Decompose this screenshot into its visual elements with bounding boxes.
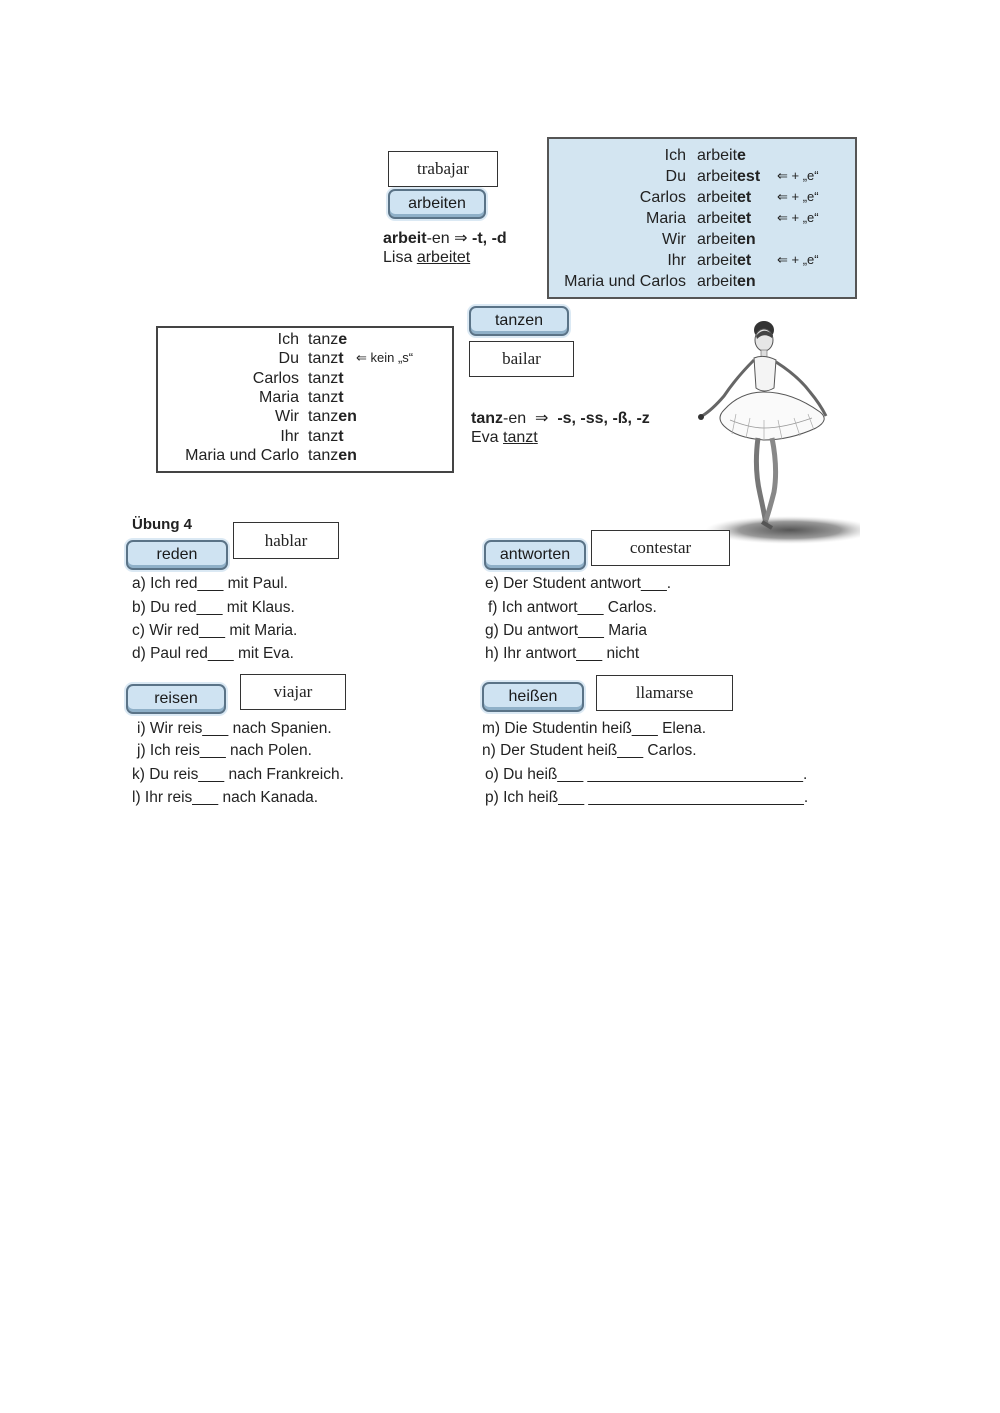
exercise-line-b: b) Du red___ mit Klaus. bbox=[132, 599, 295, 616]
exercise-line-m: m) Die Studentin heiß___ Elena. bbox=[482, 720, 707, 737]
exercise-line-p: p) Ich heiß___ _________________________. bbox=[485, 789, 809, 806]
pronoun: Du bbox=[278, 350, 299, 368]
rule-ending: -en bbox=[503, 410, 527, 427]
exercise-line-f: f) Ich antwort___ Carlos. bbox=[488, 599, 657, 616]
translation-box-bailar[interactable]: bailar bbox=[469, 341, 574, 377]
exercise-line-o: o) Du heiß___ _________________________. bbox=[485, 766, 808, 783]
example-arbeiten bbox=[383, 249, 470, 267]
rule-tanzen bbox=[471, 408, 650, 428]
rule-note: ⇐ + „e“ bbox=[777, 189, 819, 204]
pronoun: Du bbox=[665, 168, 686, 185]
conjugation-row bbox=[549, 252, 855, 273]
conjugation-row bbox=[549, 273, 855, 294]
verb-form: arbeitet bbox=[697, 210, 752, 227]
translation-box-llamarse[interactable]: llamarse bbox=[596, 675, 733, 711]
verb-label-tanzen: tanzen bbox=[469, 306, 569, 336]
rule-result: -t, -d bbox=[472, 230, 507, 247]
pronoun: Maria bbox=[258, 388, 299, 406]
verb-label-reisen: reisen bbox=[126, 684, 226, 714]
verb-form: tanzen bbox=[308, 408, 357, 426]
example-subject: Eva bbox=[471, 429, 499, 446]
verb-form: tanzen bbox=[308, 446, 357, 464]
conjugation-table-tanzen bbox=[156, 326, 454, 473]
pronoun: Maria und Carlo bbox=[185, 446, 299, 464]
ballerina-illustration bbox=[680, 318, 860, 548]
verb-form: arbeiten bbox=[697, 231, 756, 248]
verb-label-antworten: antworten bbox=[484, 540, 586, 570]
pronoun: Carlos bbox=[252, 369, 299, 387]
exercise-line-a: a) Ich red___ mit Paul. bbox=[132, 575, 288, 592]
exercise-line-h: h) Ihr antwort___ nicht bbox=[485, 645, 640, 662]
conjugation-row bbox=[549, 189, 855, 210]
verb-form: tanzt bbox=[308, 388, 344, 406]
pronoun: Maria und Carlos bbox=[564, 273, 686, 290]
exercise-line-n: n) Der Student heiß___ Carlos. bbox=[482, 742, 697, 759]
verb-form: tanze bbox=[308, 331, 348, 348]
rule-ending: -en bbox=[426, 230, 450, 247]
conjugation-row bbox=[158, 331, 452, 350]
exercise-line-d: d) Paul red___ mit Eva. bbox=[132, 645, 294, 662]
translation-box-hablar[interactable]: hablar bbox=[233, 522, 339, 559]
exercise-line-k: k) Du reis___ nach Frankreich. bbox=[132, 766, 344, 783]
rule-stem: tanz bbox=[471, 410, 503, 427]
conjugation-row bbox=[158, 389, 452, 408]
example-tanzen bbox=[471, 429, 538, 447]
translation-box-contestar[interactable]: contestar bbox=[591, 530, 730, 566]
rule-note: ⇐ + „e“ bbox=[777, 252, 819, 267]
exercise-title: Übung 4 bbox=[132, 516, 192, 533]
exercise-line-l: l) Ihr reis___ nach Kanada. bbox=[132, 789, 319, 806]
verb-label-reden: reden bbox=[126, 540, 228, 570]
conjugation-row bbox=[549, 147, 855, 168]
conjugation-row bbox=[549, 210, 855, 231]
exercise-line-j: j) Ich reis___ nach Polen. bbox=[137, 742, 312, 759]
pronoun: Ihr bbox=[280, 427, 299, 445]
verb-form: tanzt bbox=[308, 369, 344, 387]
verb-form: arbeitet bbox=[697, 189, 752, 206]
example-verb: arbeitet bbox=[416, 249, 471, 266]
pronoun: Ihr bbox=[667, 252, 686, 269]
verb-form: tanzt bbox=[308, 427, 344, 445]
verb-form: tanzt bbox=[308, 350, 344, 368]
verb-form: arbeite bbox=[697, 147, 746, 164]
verb-form: arbeitest bbox=[697, 168, 761, 185]
conjugation-table-arbeiten bbox=[547, 137, 857, 299]
rule-arbeiten bbox=[383, 228, 507, 248]
pronoun: Ich bbox=[277, 331, 299, 348]
conjugation-row bbox=[549, 168, 855, 189]
exercise-line-g: g) Du antwort___ Maria bbox=[485, 622, 647, 639]
translation-box-viajar[interactable]: viajar bbox=[240, 674, 346, 710]
pronoun: Maria bbox=[645, 210, 686, 227]
verb-form: arbeiten bbox=[697, 273, 756, 290]
conjugation-row bbox=[158, 350, 452, 369]
conjugation-row bbox=[158, 370, 452, 389]
exercise-line-c: c) Wir red___ mit Maria. bbox=[132, 622, 298, 639]
rule-arrow: ⇒ bbox=[535, 410, 549, 427]
rule-note: ⇐ kein „s“ bbox=[356, 350, 414, 366]
verb-label-heissen: heißen bbox=[482, 682, 584, 712]
conjugation-row bbox=[158, 428, 452, 447]
rule-arrow: ⇒ bbox=[454, 230, 468, 247]
verb-label-arbeiten: arbeiten bbox=[388, 189, 486, 219]
pronoun: Ich bbox=[664, 147, 686, 164]
rule-result: -s, -ss, -ß, -z bbox=[557, 410, 650, 427]
translation-box-trabajar[interactable]: trabajar bbox=[388, 151, 498, 187]
exercise-line-i: i) Wir reis___ nach Spanien. bbox=[137, 720, 332, 737]
exercise-line-e: e) Der Student antwort___. bbox=[485, 575, 672, 592]
conjugation-row bbox=[158, 408, 452, 427]
pronoun: Carlos bbox=[639, 189, 686, 206]
verb-form: arbeitet bbox=[697, 252, 752, 269]
rule-note: ⇐ + „e“ bbox=[777, 168, 819, 183]
conjugation-row bbox=[158, 447, 452, 466]
rule-note: ⇐ + „e“ bbox=[777, 210, 819, 225]
rule-stem: arbeit bbox=[383, 230, 427, 247]
conjugation-row bbox=[549, 231, 855, 252]
example-subject: Lisa bbox=[383, 249, 413, 266]
pronoun: Wir bbox=[662, 231, 686, 248]
pronoun: Wir bbox=[275, 408, 299, 426]
example-verb: tanzt bbox=[503, 429, 538, 446]
